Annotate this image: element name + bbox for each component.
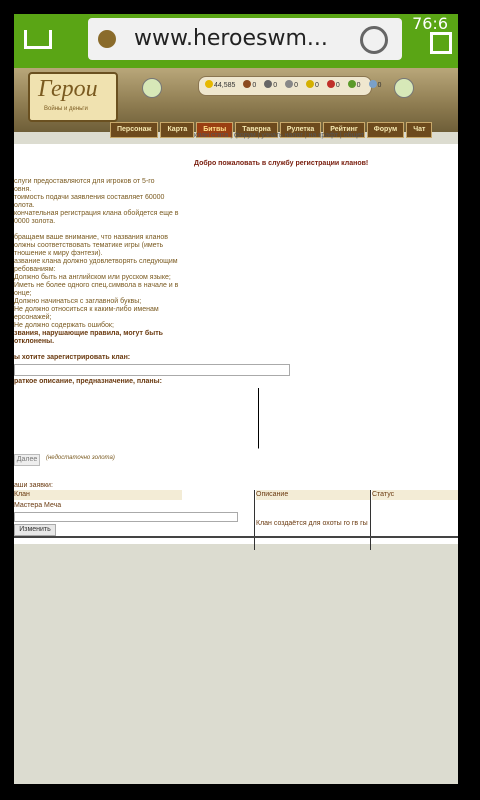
requests-table — [14, 490, 458, 550]
clan-desc-textarea[interactable] — [14, 388, 259, 449]
no-gold-note: (недостаточно золота) — [46, 455, 115, 461]
clan-edit-input[interactable] — [14, 512, 238, 522]
wood-icon — [243, 80, 251, 88]
diamond-icon — [369, 80, 377, 88]
status-time: 76:6 — [412, 14, 448, 33]
col-divider — [370, 490, 371, 550]
nav-battles[interactable]: Битвы — [196, 122, 233, 138]
nav-forum[interactable]: Форум — [367, 122, 404, 138]
registration-content — [14, 144, 458, 544]
clan-sublinks[interactable]: клан стата | форум | узнать налог | на крафт | общет — [194, 132, 365, 139]
mercury-icon — [285, 80, 293, 88]
device-screen — [14, 14, 458, 784]
browser-chrome — [14, 14, 458, 68]
nav-rating[interactable]: Рейтинг — [323, 122, 365, 138]
rules-warning: звания, нарушающие правила, могут быть отклонены. — [14, 330, 163, 345]
url-text: www.heroeswm... — [134, 26, 328, 51]
page-divider — [14, 536, 458, 538]
tabs-icon[interactable] — [24, 30, 52, 49]
rules-text: слуги предоставляются для игроков от 5-го овня. тоимость подачи заявления составляет 60000 олота. кончательная регистрация клана обойдется еще в 0000 золота. бращаем ваше внимание, что названия кланов олжны соответствовать тематике игры (иметь тношение к миру фэнтези). азвание клана должно удовлетворять следующим ребованиям: Должно быть на английском или русском языке; Иметь не более одного спец.символа в начале и в онце; Должно начинаться с заглавной буквы; Не должно относиться к каким-либо именам ерсонажей; Не должно содержать ошибок; звания, нарушающие правила, могут быть отклонены. — [14, 178, 184, 346]
gold-icon — [205, 80, 213, 88]
play-icon[interactable] — [142, 78, 162, 98]
main-nav — [110, 118, 434, 132]
clan-name-label: ы хотите зарегистрировать клан: — [14, 354, 131, 361]
game-header — [14, 68, 458, 132]
address-bar[interactable] — [88, 18, 402, 60]
next-button[interactable]: Далее — [14, 454, 40, 466]
play-icon-right[interactable] — [394, 78, 414, 98]
clan-desc-label: раткое описание, предназначение, планы: — [14, 378, 162, 385]
reload-icon[interactable] — [360, 26, 388, 54]
col-divider — [254, 490, 255, 550]
clan-name-input[interactable] — [14, 364, 290, 376]
requests-label: аши заявки: — [14, 482, 53, 489]
sulfur-icon — [306, 80, 314, 88]
gems-icon — [348, 80, 356, 88]
header-status: Статус — [372, 490, 458, 500]
clan-name-cell: Мастера Меча — [14, 502, 62, 509]
game-logo[interactable]: Герои Войны и деньги — [28, 72, 118, 122]
crystal-icon — [327, 80, 335, 88]
site-favicon-icon — [98, 30, 116, 48]
header-description: Описание — [256, 490, 370, 500]
gold-amount: 44,585 — [205, 77, 235, 95]
clan-desc-cell: Клан создаётся для охоты го гв гы — [256, 520, 368, 527]
nav-roulette[interactable]: Рулетка — [280, 122, 321, 138]
nav-character[interactable]: Персонаж — [110, 122, 158, 138]
edit-button[interactable]: Изменить — [14, 524, 56, 536]
ore-icon — [264, 80, 272, 88]
welcome-title: Добро пожаловать в службу регистрации кланов! — [194, 160, 369, 167]
browser-menu-icon[interactable] — [430, 32, 452, 54]
header-clan: Клан — [14, 490, 182, 500]
nav-map[interactable]: Карта — [160, 122, 194, 138]
resource-bar: 44,585 0 0 0 0 0 0 0 — [198, 76, 372, 96]
nav-tavern[interactable]: Таверна — [235, 122, 278, 138]
nav-chat[interactable]: Чат — [406, 122, 432, 138]
